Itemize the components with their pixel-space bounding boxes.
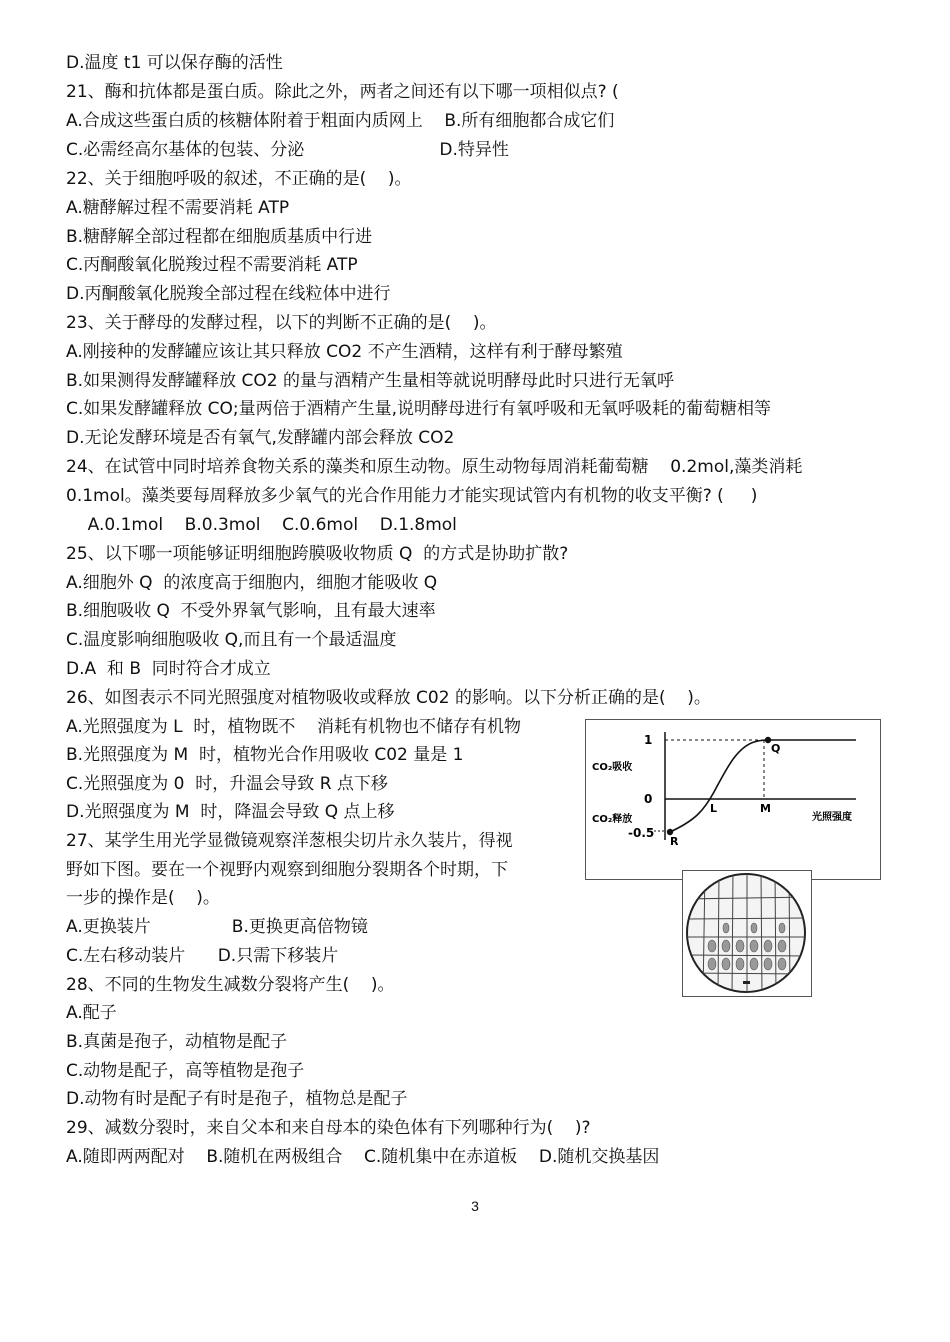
text-line: C.温度影响细胞吸收 Q,而且有一个最适温度 (66, 630, 397, 650)
text-line: 28、不同的生物发生减数分裂将产生( )。 (66, 975, 395, 995)
text-line: A.光照强度为 L 时，植物既不 消耗有机物也不储存有机物 (66, 717, 522, 737)
text-line: D.A 和 B 同时符合才成立 (66, 659, 271, 679)
ytick-neg: -0.5 (628, 826, 655, 840)
text-line: 一步的操作是( )。 (66, 888, 220, 908)
text-line: D.光照强度为 M 时，降温会导致 Q 点上移 (66, 802, 395, 822)
text-line: A.随即两两配对 B.随机在两极组合 C.随机集中在赤道板 D.随机交换基因 (66, 1147, 660, 1167)
text-line: A.配子 (66, 1003, 117, 1023)
text-line: 29、减数分裂时，来自父本和来自母本的染色体有下列哪种行为( )? (66, 1118, 591, 1138)
text-line: C.光照强度为 0 时，升温会导致 R 点下移 (66, 774, 388, 794)
ytick-0: 0 (644, 792, 653, 806)
text-line: 21、酶和抗体都是蛋白质。除此之外，两者之间还有以下哪一项相似点? ( (66, 82, 619, 102)
text-line: B.真菌是孢子，动植物是配子 (66, 1032, 288, 1052)
microscope-image (682, 870, 812, 997)
text-line: 22、关于细胞呼吸的叙述，不正确的是( )。 (66, 169, 412, 189)
microscope-svg (683, 871, 811, 996)
text-line: 0.1mol。藻类要每周释放多少氧气的光合作用能力才能实现试管内有机物的收支平衡? ( ) (66, 486, 758, 506)
text-line: C.如果发酵罐释放 CO;量两倍于酒精产生量,说明酵母进行有氧呼吸和无氧呼吸耗的葡萄糖相等 (66, 399, 772, 419)
label-q: Q (771, 742, 781, 755)
text-line: 野如下图。要在一个视野内观察到细胞分裂期各个时期，下 (66, 860, 508, 880)
text-line: 25、以下哪一项能够证明细胞跨膜吸收物质 Q 的方式是协助扩散? (66, 544, 569, 564)
text-line: D.动物有时是配子有时是孢子，植物总是配子 (66, 1089, 408, 1109)
label-r: R (670, 835, 679, 848)
page-number: 3 (471, 1198, 479, 1214)
text-line: A.刚接种的发酵罐应该让其只释放 CO2 不产生酒精，这样有利于酵母繁殖 (66, 342, 623, 362)
text-line: D.温度 t1 可以保存酶的活性 (66, 53, 283, 73)
text-line: 27、某学生用光学显微镜观察洋葱根尖切片永久装片，得视 (66, 831, 513, 851)
text-line: A.更换装片 B.更换更高倍物镜 (66, 917, 368, 937)
ytick-1: 1 (644, 733, 653, 747)
text-line: 23、关于酵母的发酵过程，以下的判断不正确的是( )。 (66, 313, 497, 333)
co2-light-chart (585, 719, 881, 880)
text-line: D.丙酮酸氧化脱羧全部过程在线粒体中进行 (66, 284, 391, 304)
text-line: B.光照强度为 M 时，植物光合作用吸收 C02 量是 1 (66, 745, 464, 765)
ylabel-bottom: CO₂释放 (592, 814, 633, 825)
label-l: L (710, 802, 718, 815)
text-line: C.必需经高尔基体的包装、分泌 D.特异性 (66, 140, 509, 160)
text-line: A.0.1mol B.0.3mol C.0.6mol D.1.8mol (66, 515, 457, 535)
text-line: C.丙酮酸氧化脱羧过程不需要消耗 ATP (66, 255, 358, 275)
text-line: A.细胞外 Q 的浓度高于细胞内，细胞才能吸收 Q (66, 573, 438, 593)
chart-svg (586, 720, 880, 879)
text-line: A.糖酵解过程不需要消耗 ATP (66, 198, 290, 218)
text-line: A.合成这些蛋白质的核糖体附着于粗面内质网上 B.所有细胞都合成它们 (66, 111, 615, 131)
label-m: M (760, 802, 771, 815)
text-line: D.无论发酵环境是否有氧气,发酵罐内部会释放 CO2 (66, 428, 455, 448)
text-line: 26、如图表示不同光照强度对植物吸收或释放 C02 的影响。以下分析正确的是( )。 (66, 688, 711, 708)
text-line: B.细胞吸收 Q 不受外界氧气影响，且有最大速率 (66, 601, 436, 621)
ylabel-top: CO₂吸收 (592, 762, 633, 773)
text-line: 24、在试管中同时培养食物关系的藻类和原生动物。原生动物每周消耗葡萄糖 0.2mol,藻类消耗 (66, 457, 803, 477)
xlabel: 光照强度 (812, 812, 852, 823)
text-line: C.左右移动装片 D.只需下移装片 (66, 946, 339, 966)
text-line: B.糖酵解全部过程都在细胞质基质中行进 (66, 227, 373, 247)
text-line: B.如果测得发酵罐释放 CO2 的量与酒精产生量相等就说明酵母此时只进行无氧呼 (66, 371, 674, 391)
text-line: C.动物是配子，高等植物是孢子 (66, 1061, 305, 1081)
